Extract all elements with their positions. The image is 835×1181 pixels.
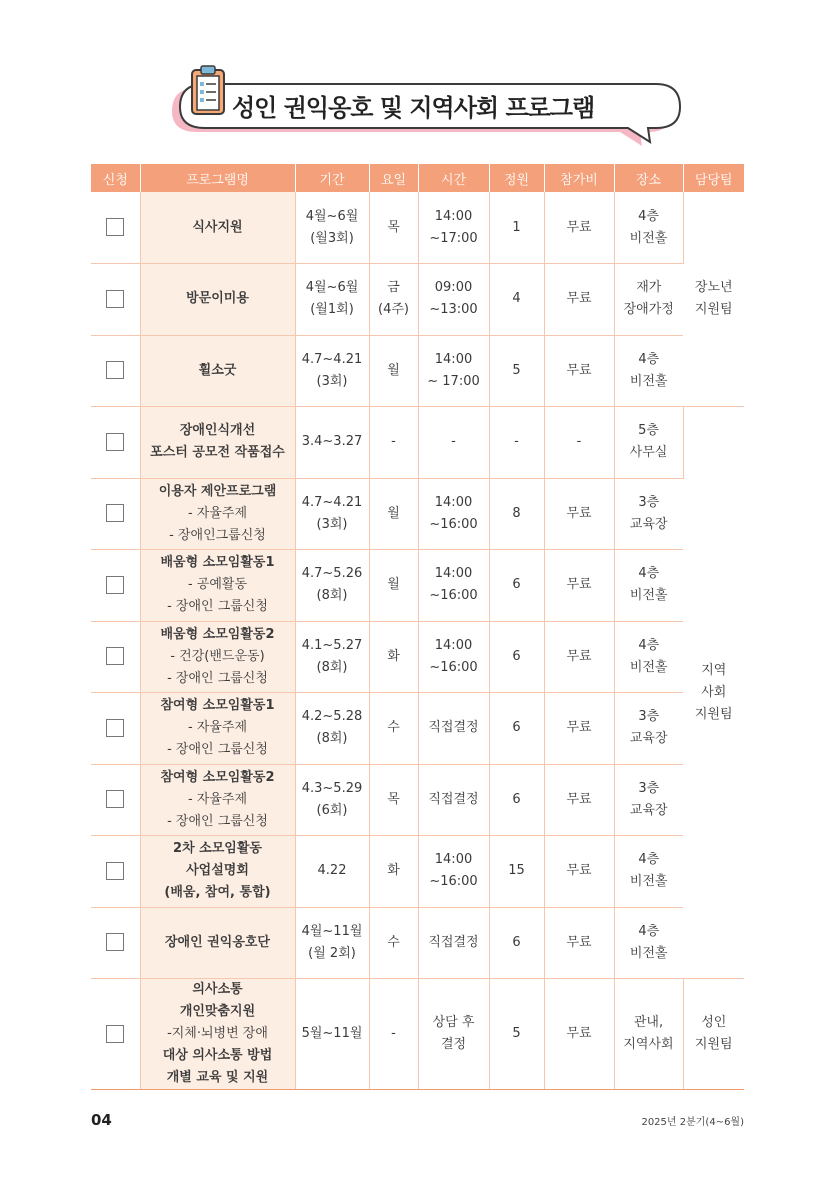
table-row xyxy=(91,335,744,407)
program-name-cell xyxy=(140,550,295,622)
program-name-cell-line: - 자율주제 xyxy=(187,720,248,736)
period-cell-line: 3.4~3.27 xyxy=(301,434,363,450)
table-row xyxy=(91,407,744,479)
day-cell xyxy=(369,550,418,622)
time-cell-line: 14:00 xyxy=(434,351,473,367)
program-name-cell xyxy=(140,621,295,693)
fee-cell: 무료 xyxy=(544,836,614,908)
day-cell-line: - xyxy=(391,1026,396,1041)
place-cell-line: 비전홀 xyxy=(629,588,668,604)
apply-cell xyxy=(91,764,140,836)
time-cell-line: 14:00 xyxy=(434,208,473,224)
table-row xyxy=(91,621,744,693)
time-cell-line: 상담 후 xyxy=(432,1015,475,1030)
apply-cell xyxy=(91,621,140,693)
period-cell-line: (6회) xyxy=(316,802,348,818)
period-cell-line: (3회) xyxy=(316,373,348,389)
place-cell-line: 지역사회 xyxy=(623,1037,674,1052)
day-cell xyxy=(369,407,418,479)
day-cell-line: 목 xyxy=(387,219,400,235)
apply-cell xyxy=(91,836,140,908)
apply-checkbox[interactable] xyxy=(106,719,124,737)
time-cell-line: 14:00 xyxy=(434,637,473,653)
place-cell xyxy=(614,764,683,836)
team-cell-line: 장노년 xyxy=(694,280,733,295)
time-cell-line: ~17:00 xyxy=(429,230,478,246)
period-cell xyxy=(295,836,369,908)
time-cell-line: 14:00 xyxy=(434,566,473,582)
place-cell-line: 3층 xyxy=(638,780,660,796)
place-cell-line: 3층 xyxy=(638,494,660,510)
time-cell-line: ~16:00 xyxy=(429,516,478,532)
program-name-cell xyxy=(140,979,295,1090)
fee-cell: 무료 xyxy=(544,764,614,836)
period-cell xyxy=(295,478,369,550)
apply-checkbox[interactable] xyxy=(106,361,124,379)
program-name-cell xyxy=(140,478,295,550)
apply-checkbox[interactable] xyxy=(106,1025,124,1043)
capacity-cell: 5 xyxy=(489,335,544,407)
time-cell-line: 결정 xyxy=(440,1037,467,1052)
place-cell xyxy=(614,979,683,1090)
time-cell-line: 14:00 xyxy=(434,494,473,510)
time-cell xyxy=(418,764,489,836)
table-row xyxy=(91,836,744,908)
issue-label: 2025년 2분기(4~6월) xyxy=(641,1117,744,1128)
place-cell xyxy=(614,907,683,979)
program-name-cell-line: 배움형 소모임활동1 xyxy=(160,555,275,571)
day-cell xyxy=(369,478,418,550)
header-day: 요일 xyxy=(369,164,418,192)
time-cell xyxy=(418,335,489,407)
time-cell-line: ~ 17:00 xyxy=(427,373,480,389)
page-number: 04 xyxy=(91,1111,112,1129)
period-cell-line: 5월~11월 xyxy=(301,1026,363,1041)
time-cell-line: - xyxy=(451,434,456,450)
header-program-name: 프로그램명 xyxy=(140,164,295,192)
place-cell xyxy=(614,407,683,479)
team-cell-line: 지원팀 xyxy=(694,302,733,317)
program-name-cell-line: -지체·뇌병변 장애 xyxy=(167,1026,268,1041)
capacity-cell: 5 xyxy=(489,979,544,1090)
table-row xyxy=(91,478,744,550)
apply-cell xyxy=(91,335,140,407)
time-cell-line: 14:00 xyxy=(434,852,473,868)
team-cell-line: 성인 xyxy=(701,1015,727,1030)
fee-cell: 무료 xyxy=(544,693,614,765)
day-cell xyxy=(369,192,418,264)
place-cell-line: 비전홀 xyxy=(629,373,668,389)
program-name-cell-line: 휠소굿 xyxy=(198,362,237,378)
place-cell-line: 4층 xyxy=(638,566,660,582)
time-cell-line: 09:00 xyxy=(434,280,473,296)
apply-checkbox[interactable] xyxy=(106,433,124,451)
program-table xyxy=(91,164,744,1090)
team-cell-line: 지역 xyxy=(701,662,727,678)
place-cell-line: 4층 xyxy=(638,208,659,224)
day-cell-line: 목 xyxy=(387,791,400,807)
apply-cell xyxy=(91,907,140,979)
program-name-cell-line: 사업설명회 xyxy=(186,863,249,879)
program-name-cell xyxy=(140,335,295,407)
header-time: 시간 xyxy=(418,164,489,192)
day-cell-line: 화 xyxy=(387,648,400,664)
fee-cell: 무료 xyxy=(544,335,614,407)
period-cell xyxy=(295,621,369,693)
program-name-cell-line: 포스터 공모전 작품접수 xyxy=(150,445,285,461)
time-cell xyxy=(418,621,489,693)
header-team: 담당팀 xyxy=(683,164,744,192)
period-cell xyxy=(295,764,369,836)
capacity-cell: - xyxy=(489,407,544,479)
time-cell-line: ~16:00 xyxy=(429,659,478,675)
apply-checkbox[interactable] xyxy=(106,790,124,808)
apply-checkbox[interactable] xyxy=(106,504,124,522)
apply-checkbox[interactable] xyxy=(106,290,124,308)
capacity-cell: 1 xyxy=(489,192,544,264)
apply-checkbox[interactable] xyxy=(106,647,124,665)
time-cell xyxy=(418,907,489,979)
apply-cell xyxy=(91,264,140,336)
program-name-cell-line: - 장애인그룹신청 xyxy=(169,527,266,543)
time-cell xyxy=(418,693,489,765)
apply-cell xyxy=(91,693,140,765)
place-cell-line: 비전홀 xyxy=(629,659,668,675)
program-name-cell-line: - 공예활동 xyxy=(187,577,248,593)
day-cell-line: 금 xyxy=(387,280,400,296)
period-cell-line: 4.3~5.29 xyxy=(301,780,363,796)
program-name-cell xyxy=(140,907,295,979)
program-name-cell-line: 2차 소모임활동 xyxy=(173,841,262,857)
table-row xyxy=(91,192,744,264)
place-cell xyxy=(614,836,683,908)
program-name-cell-line: - 자율주제 xyxy=(187,791,248,807)
header-capacity: 정원 xyxy=(489,164,544,192)
place-cell-line: 장애가정 xyxy=(623,302,674,318)
place-cell xyxy=(614,621,683,693)
header-place: 장소 xyxy=(614,164,683,192)
program-name-cell-line: - 장애인 그룹신청 xyxy=(167,813,268,829)
day-cell-line: 월 xyxy=(387,505,400,521)
program-name-cell-line: 참여형 소모임활동2 xyxy=(160,769,275,785)
day-cell xyxy=(369,335,418,407)
capacity-cell: 4 xyxy=(489,264,544,336)
time-cell-line: ~13:00 xyxy=(429,302,478,318)
capacity-cell: 6 xyxy=(489,550,544,622)
period-cell-line: (3회) xyxy=(316,516,348,532)
place-cell-line: 사무실 xyxy=(629,445,668,461)
program-name-cell-line: 배움형 소모임활동2 xyxy=(160,626,275,642)
period-cell xyxy=(295,979,369,1090)
place-cell-line: 비전홀 xyxy=(629,874,668,890)
day-cell-line: 수 xyxy=(387,934,400,950)
program-name-cell-line: 이용자 제안프로그램 xyxy=(158,483,277,499)
program-name-cell-line: 참여형 소모임활동1 xyxy=(160,698,275,714)
place-cell-line: 비전홀 xyxy=(629,945,668,961)
period-cell-line: 4.1~5.27 xyxy=(301,637,363,653)
fee-cell: 무료 xyxy=(544,264,614,336)
apply-cell xyxy=(91,478,140,550)
place-cell-line: 교육장 xyxy=(629,802,668,818)
period-cell-line: (월 2회) xyxy=(308,945,356,961)
place-cell xyxy=(614,693,683,765)
program-name-cell-line: 장애인식개선 xyxy=(179,423,256,439)
program-name-cell xyxy=(140,836,295,908)
apply-checkbox[interactable] xyxy=(106,862,124,880)
place-cell-line: 재가 xyxy=(636,280,662,296)
program-name-cell-line: - 장애인 그룹신청 xyxy=(167,670,268,686)
apply-cell xyxy=(91,407,140,479)
period-cell xyxy=(295,192,369,264)
fee-cell: 무료 xyxy=(544,621,614,693)
team-cell xyxy=(683,979,744,1090)
period-cell-line: 4.2~5.28 xyxy=(301,709,363,725)
program-name-cell-line: 개별 교육 및 지원 xyxy=(166,1070,269,1085)
place-cell-line: 교육장 xyxy=(629,516,668,532)
place-cell-line: 4층 xyxy=(638,923,660,939)
program-name-cell-line: 대상 의사소통 방법 xyxy=(162,1048,273,1063)
time-cell xyxy=(418,550,489,622)
period-cell xyxy=(295,907,369,979)
fee-cell: - xyxy=(544,407,614,479)
period-cell-line: (8회) xyxy=(316,659,348,675)
capacity-cell: 15 xyxy=(489,836,544,908)
period-cell-line: (월1회) xyxy=(310,302,354,318)
capacity-cell: 6 xyxy=(489,621,544,693)
place-cell-line: 비전홀 xyxy=(629,230,668,246)
fee-cell: 무료 xyxy=(544,907,614,979)
program-name-cell-line: 장애인 권익옹호단 xyxy=(165,934,270,950)
day-cell-line: 화 xyxy=(387,863,400,879)
day-cell xyxy=(369,979,418,1090)
program-name-cell-line: - 장애인 그룹신청 xyxy=(167,599,268,615)
place-cell xyxy=(614,264,683,336)
time-cell xyxy=(418,478,489,550)
apply-cell xyxy=(91,550,140,622)
apply-cell xyxy=(91,192,140,264)
table-row xyxy=(91,693,744,765)
program-name-cell-line: 식사지원 xyxy=(192,219,243,235)
place-cell xyxy=(614,335,683,407)
program-name-cell xyxy=(140,192,295,264)
period-cell xyxy=(295,264,369,336)
time-cell xyxy=(418,979,489,1090)
period-cell xyxy=(295,335,369,407)
period-cell xyxy=(295,693,369,765)
table-row xyxy=(91,550,744,622)
capacity-cell: 6 xyxy=(489,693,544,765)
place-cell xyxy=(614,550,683,622)
place-cell-line: 3층 xyxy=(638,709,660,725)
time-cell xyxy=(418,264,489,336)
period-cell-line: 4월~11월 xyxy=(301,923,363,939)
period-cell xyxy=(295,407,369,479)
day-cell xyxy=(369,264,418,336)
day-cell-line: 월 xyxy=(387,362,400,378)
period-cell xyxy=(295,550,369,622)
fee-cell: 무료 xyxy=(544,478,614,550)
day-cell xyxy=(369,621,418,693)
table-row xyxy=(91,907,744,979)
time-cell-line: 직접결정 xyxy=(428,791,479,807)
day-cell xyxy=(369,764,418,836)
apply-checkbox[interactable] xyxy=(106,576,124,594)
period-cell-line: 4.7~5.26 xyxy=(301,566,363,582)
day-cell xyxy=(369,907,418,979)
time-cell xyxy=(418,836,489,908)
period-cell-line: (월3회) xyxy=(310,230,354,246)
day-cell xyxy=(369,836,418,908)
place-cell xyxy=(614,478,683,550)
program-name-cell-line: - 자율주제 xyxy=(187,505,248,521)
place-cell-line: 관내, xyxy=(633,1015,664,1030)
day-cell-line: 월 xyxy=(387,577,400,593)
team-cell-line: 사회 xyxy=(701,684,727,700)
banner-frame xyxy=(0,0,835,160)
program-name-cell xyxy=(140,264,295,336)
page-title: 성인 권익옹호 및 지역사회 프로그램 xyxy=(232,94,595,122)
program-name-cell xyxy=(140,693,295,765)
table-row xyxy=(91,764,744,836)
program-name-cell-line: - 장애인 그룹신청 xyxy=(167,742,268,758)
period-cell-line: 4.7~4.21 xyxy=(301,351,363,367)
program-name-cell-line: 개인맞춤지원 xyxy=(179,1004,256,1019)
capacity-cell: 8 xyxy=(489,478,544,550)
program-name-cell-line: 의사소통 xyxy=(192,982,243,997)
apply-checkbox[interactable] xyxy=(106,218,124,236)
place-cell-line: 4층 xyxy=(638,852,660,868)
team-cell-line: 지원팀 xyxy=(694,1037,733,1052)
header-apply: 신청 xyxy=(91,164,140,192)
time-cell-line: 직접결정 xyxy=(428,934,479,950)
day-cell-line: - xyxy=(391,434,396,450)
fee-cell: 무료 xyxy=(544,550,614,622)
program-name-cell xyxy=(140,407,295,479)
time-cell-line: ~16:00 xyxy=(429,874,478,890)
header-period: 기간 xyxy=(295,164,369,192)
header-fee: 참가비 xyxy=(544,164,614,192)
period-cell-line: (8회) xyxy=(316,588,348,604)
day-cell-line: (4주) xyxy=(378,302,409,318)
team-cell xyxy=(683,407,744,979)
capacity-cell: 6 xyxy=(489,907,544,979)
day-cell-line: 수 xyxy=(387,720,400,736)
title-banner xyxy=(0,0,835,160)
place-cell xyxy=(614,192,683,264)
period-cell-line: 4월~6월 xyxy=(305,280,359,296)
place-cell-line: 4층 xyxy=(638,351,660,367)
fee-cell: 무료 xyxy=(544,979,614,1090)
time-cell-line: ~16:00 xyxy=(429,588,478,604)
period-cell-line: 4월~6월 xyxy=(305,208,359,224)
clipboard-checklist-icon xyxy=(192,66,224,114)
time-cell xyxy=(418,192,489,264)
apply-checkbox[interactable] xyxy=(106,933,124,951)
team-cell xyxy=(683,192,744,407)
place-cell-line: 교육장 xyxy=(629,731,668,747)
table-row xyxy=(91,979,744,1090)
period-cell-line: (8회) xyxy=(316,731,348,747)
program-name-cell-line: (배움, 참여, 통합) xyxy=(164,885,271,901)
table-row xyxy=(91,264,744,336)
program-name-cell-line: - 건강(밴드운동) xyxy=(170,648,265,664)
team-cell-line: 지원팀 xyxy=(694,706,733,722)
capacity-cell: 6 xyxy=(489,764,544,836)
table-header-row xyxy=(91,164,744,192)
day-cell xyxy=(369,693,418,765)
apply-cell xyxy=(91,979,140,1090)
fee-cell: 무료 xyxy=(544,192,614,264)
time-cell-line: 직접결정 xyxy=(428,720,479,736)
period-cell-line: 4.22 xyxy=(317,863,347,879)
place-cell-line: 5층 xyxy=(638,423,659,439)
period-cell-line: 4.7~4.21 xyxy=(301,494,363,510)
program-name-cell-line: 방문이미용 xyxy=(186,291,249,307)
program-name-cell xyxy=(140,764,295,836)
place-cell-line: 4층 xyxy=(638,637,660,653)
time-cell xyxy=(418,407,489,479)
